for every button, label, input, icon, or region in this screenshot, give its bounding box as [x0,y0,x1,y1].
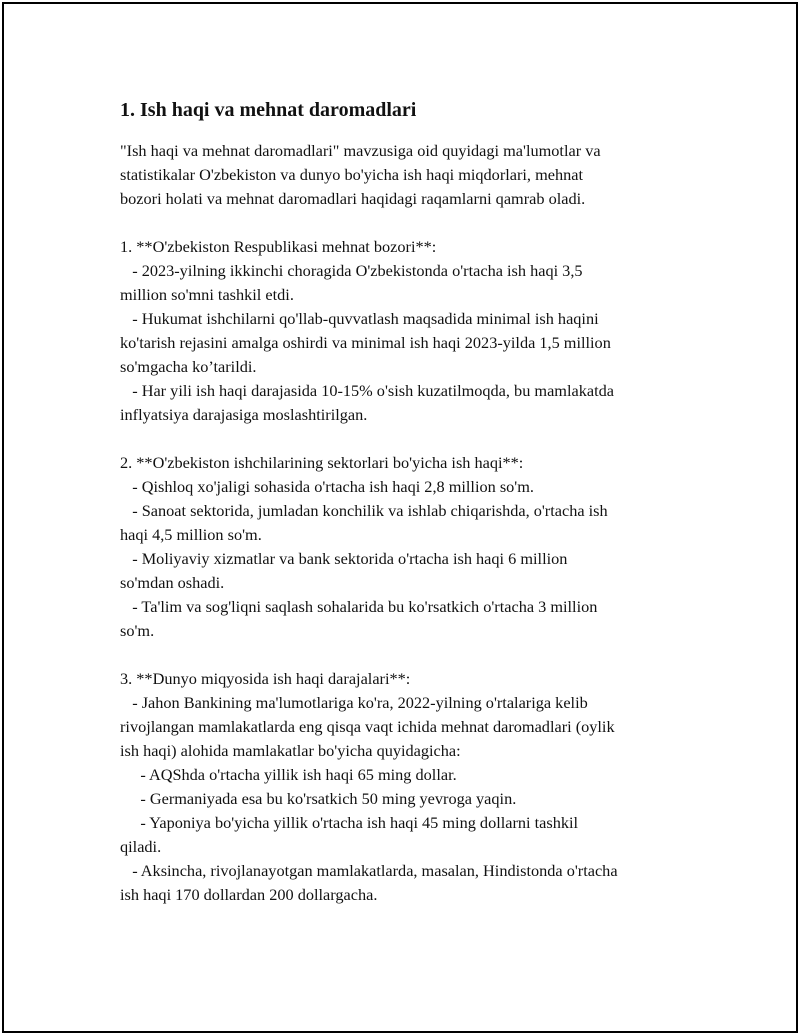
paragraph-gap [120,427,690,451]
list-item-line: - Sanoat sektorida, jumladan konchilik va ishlab chiqarishda, o'rtacha ish [120,501,608,520]
list-item-line: ish haqi 170 dollardan 200 dollargacha. [120,885,378,904]
list-item-line: - AQShda o'rtacha yillik ish haqi 65 ming dollar. [120,765,457,784]
intro-line: statistikalar O'zbekiston va dunyo bo'yicha ish haqi miqdorlari, mehnat [120,165,583,184]
section-sector-wages [120,451,690,643]
list-item-line: inflyatsiya darajasiga moslashtirilgan. [120,405,368,424]
section-heading: 2. **O'zbekiston ishchilarining sektorlari bo'yicha ish haqi**: [120,453,524,472]
document-body [120,98,690,907]
list-item-line: so'm. [120,621,155,640]
intro-line: bozori holati va mehnat daromadlari haqidagi raqamlarni qamrab oladi. [120,189,586,208]
section-heading: 3. **Dunyo miqyosida ish haqi darajalari**: [120,669,411,688]
list-item-line: ko'tarish rejasini amalga oshirdi va minimal ish haqi 2023-yilda 1,5 million [120,333,611,352]
intro-paragraph [120,139,690,211]
section-world-wages [120,667,690,907]
list-item-line: - Yaponiya bo'yicha yillik o'rtacha ish haqi 45 ming dollarni tashkil [120,813,579,832]
list-item-line: ish haqi) alohida mamlakatlar bo'yicha quyidagicha: [120,741,461,760]
page-frame [2,2,798,1033]
paragraph-gap [120,643,690,667]
section-uzbekistan-labor-market [120,235,690,427]
page-title: 1. Ish haqi va mehnat daromadlari [120,99,417,121]
list-item-line: - Aksincha, rivojlanayotgan mamlakatlarda, masalan, Hindistonda o'rtacha [120,861,618,880]
list-item-line: rivojlangan mamlakatlarda eng qisqa vaqt ichida mehnat daromadlari (oylik [120,717,615,736]
list-item-line: - Hukumat ishchilarni qo'llab-quvvatlash maqsadida minimal ish haqini [120,309,599,328]
section-heading: 1. **O'zbekiston Respublikasi mehnat bozori**: [120,237,437,256]
list-item-line: so'mgacha ko’tarildi. [120,357,257,376]
list-item-line: - Moliyaviy xizmatlar va bank sektorida o'rtacha ish haqi 6 million [120,549,568,568]
list-item-line: - Ta'lim va sog'liqni saqlash sohalarida bu ko'rsatkich o'rtacha 3 million [120,597,598,616]
intro-line: "Ish haqi va mehnat daromadlari" mavzusiga oid quyidagi ma'lumotlar va [120,141,601,160]
list-item-line: so'mdan oshadi. [120,573,225,592]
list-item-line: - Germaniyada esa bu ko'rsatkich 50 ming yevroga yaqin. [120,789,517,808]
list-item-line: - Jahon Bankining ma'lumotlariga ko'ra, 2022-yilning o'rtalariga kelib [120,693,588,712]
paragraph-gap [120,211,690,235]
list-item-line: haqi 4,5 million so'm. [120,525,262,544]
list-item-line: - Qishloq xo'jaligi sohasida o'rtacha ish haqi 2,8 million so'm. [120,477,534,496]
list-item-line: qiladi. [120,837,162,856]
list-item-line: - Har yili ish haqi darajasida 10-15% o'sish kuzatilmoqda, bu mamlakatda [120,381,614,400]
list-item-line: - 2023-yilning ikkinchi choragida O'zbekistonda o'rtacha ish haqi 3,5 [120,261,583,280]
list-item-line: million so'mni tashkil etdi. [120,285,294,304]
